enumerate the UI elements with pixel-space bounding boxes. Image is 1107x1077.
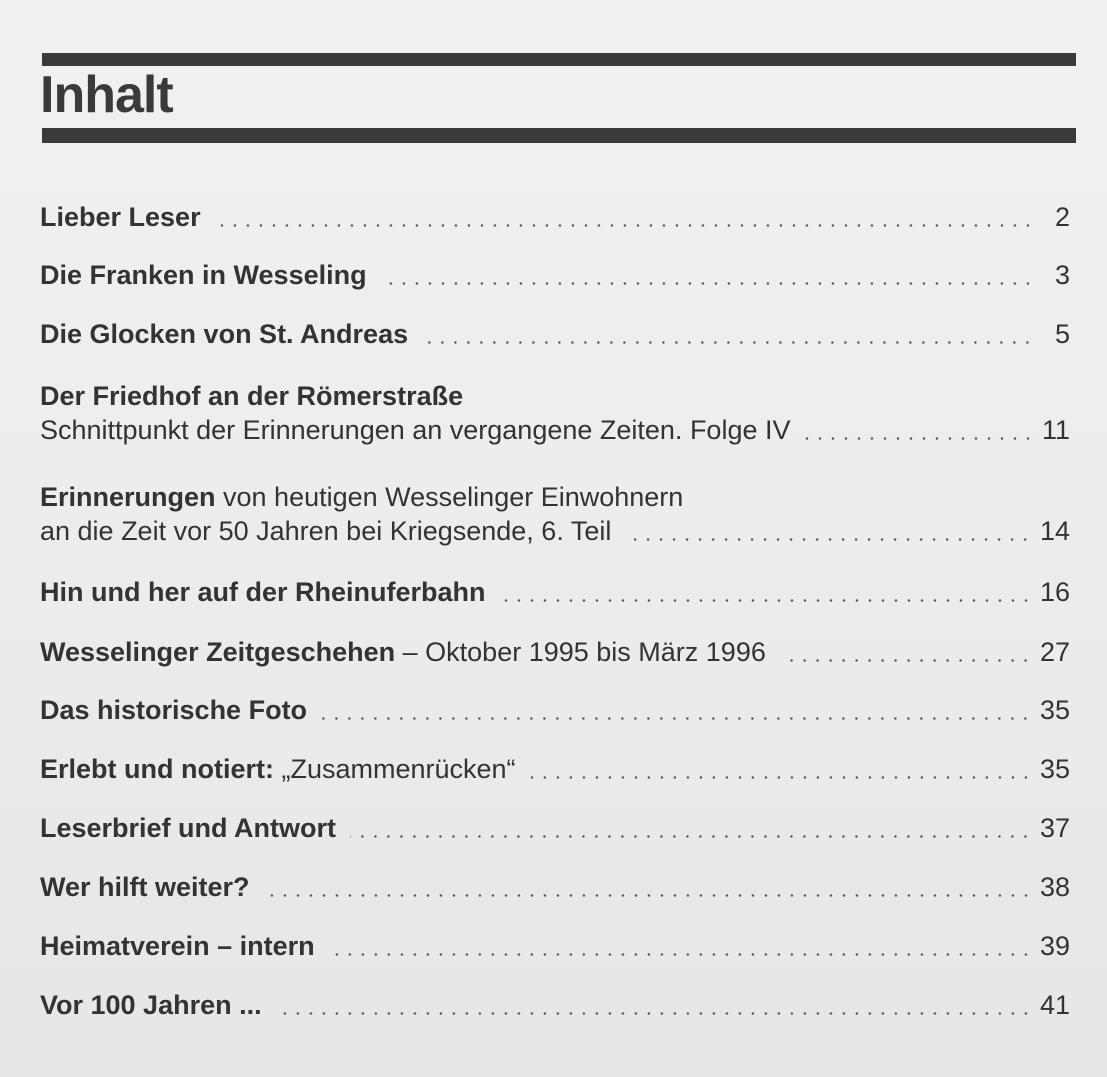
toc-entry-line bbox=[40, 811, 1070, 845]
toc-entry-subtitle: Schnittpunkt der Erinnerungen an vergangene Zeiten. Folge IV bbox=[40, 415, 791, 445]
toc-entry-title: Leserbrief und Antwort bbox=[40, 813, 337, 843]
toc-entry-die-glocken bbox=[40, 317, 1070, 351]
toc-entry-wer-hilft bbox=[40, 870, 1070, 904]
leader-dots bbox=[350, 835, 1032, 838]
leader-dots bbox=[329, 953, 1032, 956]
toc-entry-heimatverein bbox=[40, 929, 1070, 963]
toc-entry-line bbox=[40, 317, 1070, 351]
toc-entry-line bbox=[40, 988, 1070, 1022]
leader-dots bbox=[500, 599, 1032, 602]
toc-entry-line bbox=[40, 258, 1070, 292]
leader-dots bbox=[381, 282, 1034, 285]
toc-entry-line bbox=[40, 575, 1070, 609]
leader-dots bbox=[780, 659, 1032, 662]
toc-entry-page-number: 38 bbox=[1039, 872, 1070, 902]
leader-dots bbox=[625, 538, 1032, 541]
toc-entry-title: Hin und her auf der Rheinuferbahn bbox=[40, 577, 486, 607]
leader-dots bbox=[264, 894, 1032, 897]
toc-entry-page-number: 5 bbox=[1054, 319, 1070, 349]
toc-entry-page-number: 14 bbox=[1039, 516, 1070, 546]
leader-dots bbox=[321, 717, 1032, 720]
toc-entry-der-friedhof bbox=[40, 379, 1070, 447]
toc-entry-title: Der Friedhof an der Römerstraße bbox=[40, 381, 464, 411]
leader-dots bbox=[530, 776, 1032, 779]
toc-entry-title: Erinnerungen bbox=[40, 482, 216, 512]
toc-entry-page-number: 35 bbox=[1039, 695, 1070, 725]
toc-entry-title: Lieber Leser bbox=[40, 202, 201, 232]
toc-entry-line bbox=[40, 693, 1070, 727]
toc-entry-title: Erlebt und notiert: bbox=[40, 754, 274, 784]
toc-entry-rheinuferbahn bbox=[40, 575, 1070, 609]
leader-dots bbox=[215, 224, 1034, 227]
leader-dots bbox=[805, 437, 1034, 440]
toc-entry-erinnerungen bbox=[40, 480, 1070, 548]
toc-entry-title: Das historische Foto bbox=[40, 695, 308, 725]
toc-entry-lieber-leser bbox=[40, 200, 1070, 234]
toc-entry-title: Heimatverein – intern bbox=[40, 931, 315, 961]
toc-entry-page-number: 27 bbox=[1039, 637, 1070, 667]
toc-entry-page-number: 16 bbox=[1039, 577, 1070, 607]
leader-dots bbox=[422, 341, 1034, 344]
toc-entry-page-number: 41 bbox=[1039, 990, 1070, 1020]
toc-entry-page-number: 35 bbox=[1039, 754, 1070, 784]
toc-entry-subtitle: an die Zeit vor 50 Jahren bei Kriegsende, 6. Teil bbox=[40, 516, 612, 546]
toc-entry-title-rest: „Zusammenrücken“ bbox=[273, 754, 516, 784]
toc-entry-line bbox=[40, 379, 1070, 413]
toc-entry-line bbox=[40, 413, 1070, 447]
toc-entry-line bbox=[40, 480, 1070, 514]
toc-entry-line bbox=[40, 929, 1070, 963]
toc-entry-line bbox=[40, 752, 1070, 786]
toc-entry-line bbox=[40, 635, 1070, 669]
toc-entry-page-number: 37 bbox=[1039, 813, 1070, 843]
toc-entry-vor-100-jahren bbox=[40, 988, 1070, 1022]
page-title: Inhalt bbox=[40, 66, 173, 124]
toc-entry-page-number: 3 bbox=[1054, 260, 1070, 290]
toc-entry-title-rest: von heutigen Wesselinger Einwohnern bbox=[215, 482, 684, 512]
toc-entry-page-number: 39 bbox=[1039, 931, 1070, 961]
toc-entry-title: Vor 100 Jahren ... bbox=[40, 990, 262, 1020]
toc-entry-leserbrief bbox=[40, 811, 1070, 845]
toc-entry-line bbox=[40, 870, 1070, 904]
toc-entry-title: Die Franken in Wesseling bbox=[40, 260, 367, 290]
toc-entry-line bbox=[40, 514, 1070, 548]
toc-entry-line bbox=[40, 200, 1070, 234]
toc-entry-erlebt-notiert bbox=[40, 752, 1070, 786]
toc-entry-page-number: 2 bbox=[1054, 202, 1070, 232]
toc-entry-title: Die Glocken von St. Andreas bbox=[40, 319, 409, 349]
toc-entry-page-number: 11 bbox=[1041, 415, 1070, 445]
toc-entry-zeitgeschehen bbox=[40, 635, 1070, 669]
toc-entry-die-franken bbox=[40, 258, 1070, 292]
toc-entry-historische-foto bbox=[40, 693, 1070, 727]
toc-entry-title: Wer hilft weiter? bbox=[40, 872, 250, 902]
toc-entry-title: Wesselinger Zeitgeschehen bbox=[40, 637, 396, 667]
heading-rule-top bbox=[42, 53, 1076, 66]
leader-dots bbox=[276, 1012, 1032, 1015]
toc-entry-title-rest: – Oktober 1995 bis März 1996 bbox=[395, 637, 766, 667]
heading-rule-bottom bbox=[42, 128, 1076, 143]
